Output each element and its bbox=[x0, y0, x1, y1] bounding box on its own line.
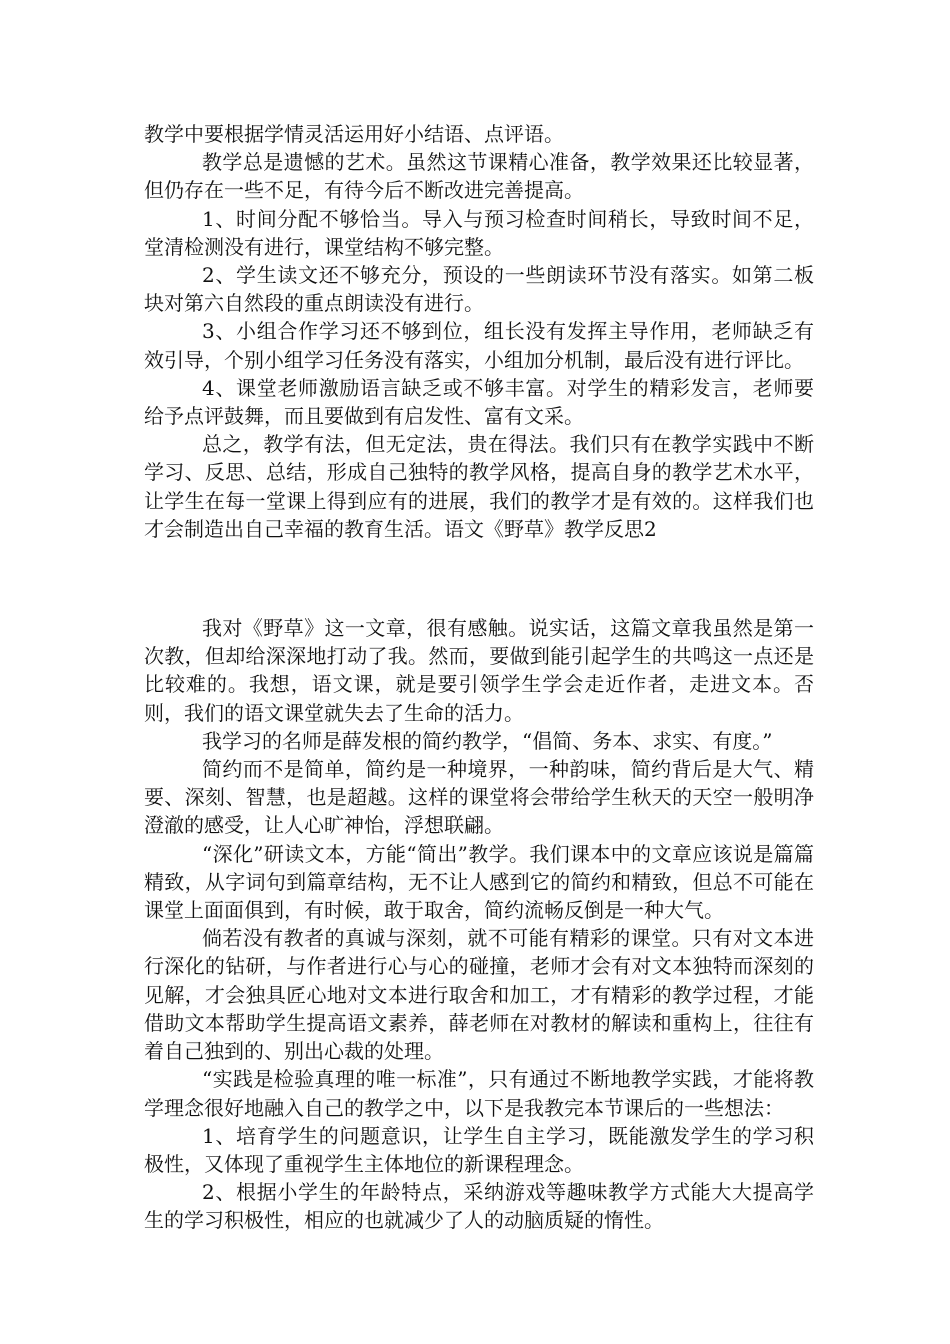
paragraph: 我学习的名师是薛发根的简约教学，“倡简、务本、求实、有度。” bbox=[202, 728, 773, 753]
paragraph: 1、时间分配不够恰当。导入与预习检查时间稍长，导致时间不足，堂清检测没有进行，课堂结构不够完整。 bbox=[144, 206, 814, 259]
paragraph: 教学总是遗憾的艺术。虽然这节课精心准备，教学效果还比较显著，但仍存在一些不足，有待今后不断改进完善提高。 bbox=[144, 150, 814, 203]
section-part1 bbox=[144, 120, 814, 543]
paragraph: “深化”研读文本，方能“简出”教学。我们课本中的文章应该说是篇篇精致，从字词句到篇章结构，无不让人感到它的简约和精致，但总不可能在课堂上面面俱到，有时候，敢于取舍，简约流畅反倒是一种大气。 bbox=[144, 841, 814, 923]
section-part2 bbox=[144, 614, 814, 1234]
paragraph: 教学中要根据学情灵活运用好小结语、点评语。 bbox=[144, 122, 564, 146]
paragraph: 总之，教学有法，但无定法，贵在得法。我们只有在教学实践中不断学习、反思、总结，形成自己独特的教学风格，提高自身的教学艺术水平，让学生在每一堂课上得到应有的进展，我们的教学才是有效的。这样我们也才会制造出自己幸福的教育生活。语文《野草》教学反思2 bbox=[144, 432, 814, 541]
paragraph: 3、小组合作学习还不够到位，组长没有发挥主导作用，老师缺乏有效引导，个别小组学习任务没有落实，小组加分机制，最后没有进行评比。 bbox=[144, 319, 814, 372]
paragraph: 简约而不是简单，简约是一种境界，一种韵味，简约背后是大气、精要、深刻、智慧，也是超越。这样的课堂将会带给学生秋天的天空一般明净澄澈的感受，让人心旷神怡，浮想联翩。 bbox=[144, 757, 814, 838]
paragraph: 倘若没有教者的真诚与深刻，就不可能有精彩的课堂。只有对文本进行深化的钻研，与作者进行心与心的碰撞，老师才会有对文本独特而深刻的见解，才会独具匠心地对文本进行取舍和加工，才有精彩的教学过程，才能借助文本帮助学生提高语文素养，薛老师在对教材的解读和重构上，往往有着自己独到的、别出心裁的处理。 bbox=[144, 926, 814, 1064]
paragraph: 2、学生读文还不够充分，预设的一些朗读环节没有落实。如第二板块对第六自然段的重点朗读没有进行。 bbox=[144, 263, 814, 316]
paragraph: 4、课堂老师激励语言缺乏或不够丰富。对学生的精彩发言，老师要给予点评鼓舞，而且要做到有启发性、富有文采。 bbox=[144, 375, 814, 429]
paragraph: 2、根据小学生的年龄特点，采纳游戏等趣味教学方式能大大提高学生的学习积极性，相应的也就减少了人的动脑质疑的惰性。 bbox=[144, 1180, 814, 1233]
paragraph: “实践是检验真理的唯一标准”，只有通过不断地教学实践，才能将教学理念很好地融入自己的教学之中，以下是我教完本节课后的一些想法： bbox=[144, 1067, 814, 1120]
section-spacer bbox=[144, 543, 814, 614]
paragraph: 1、培育学生的问题意识，让学生自主学习，既能激发学生的学习积极性，又体现了重视学生主体地位的新课程理念。 bbox=[144, 1123, 814, 1176]
document-page bbox=[144, 120, 814, 1235]
paragraph: 我对《野草》这一文章，很有感触。说实话，这篇文章我虽然是第一次教，但却给深深地打动了我。然而，要做到能引起学生的共鸣这一点还是比较难的。我想，语文课，就是要引领学生学会走近作者，走进文本。否则，我们的语文课堂就失去了生命的活力。 bbox=[144, 616, 814, 725]
